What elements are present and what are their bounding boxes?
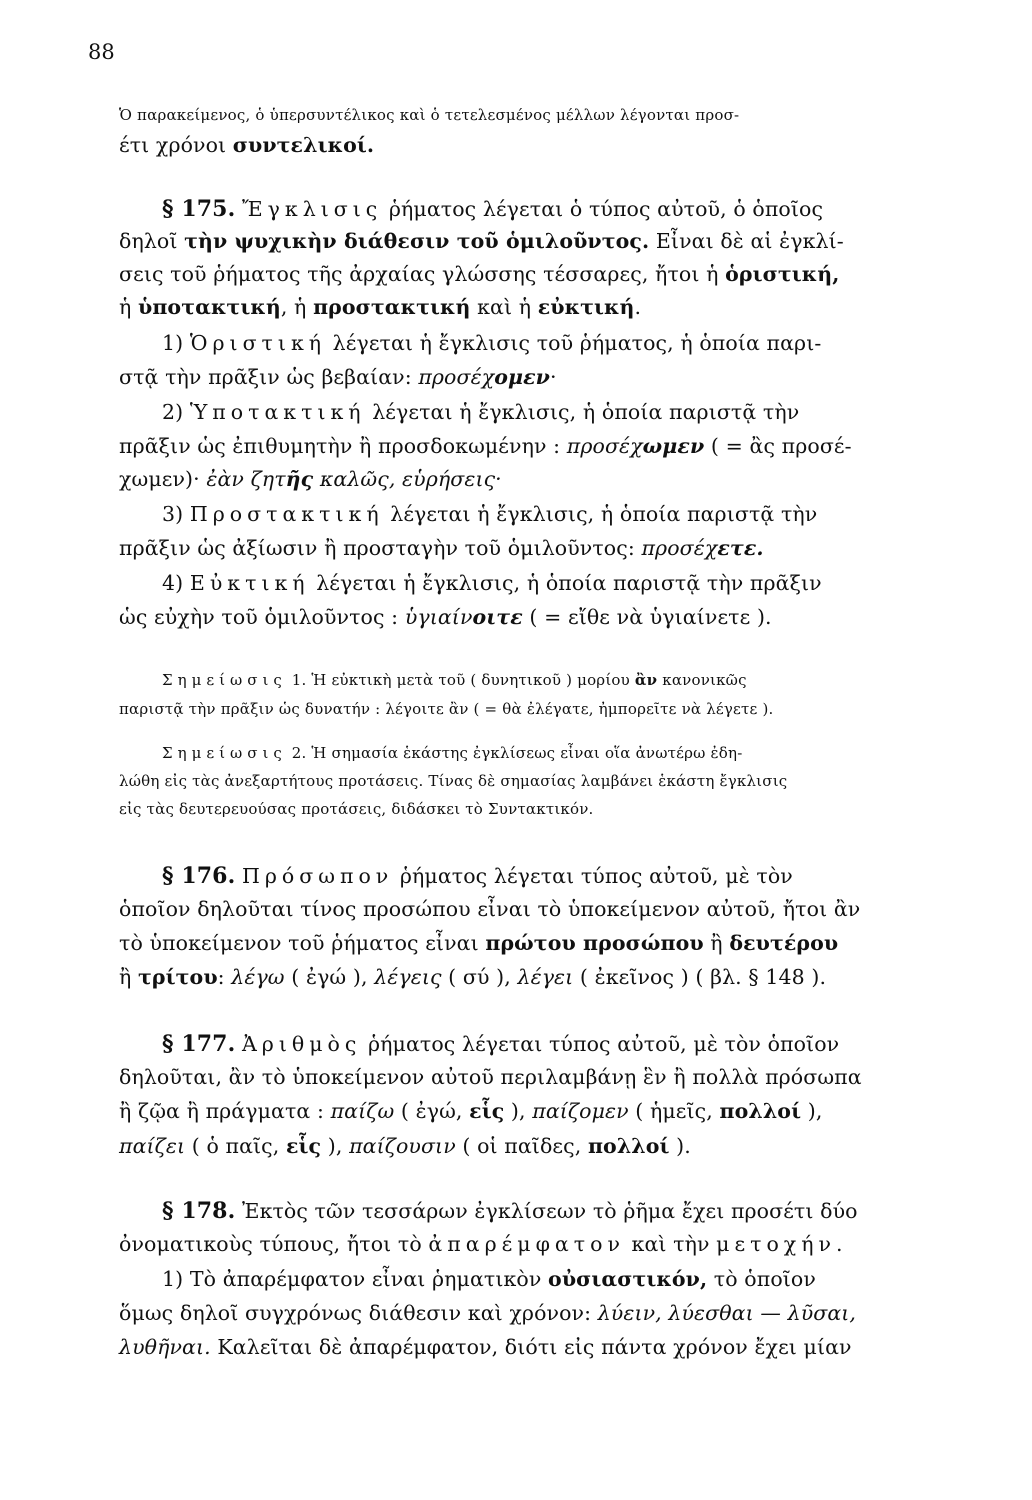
mood2-line-2: πρᾶξιν ὡς ἐπιθυμητὴν ἢ προσδοκωμένην : προσέχωμεν ( = ἂς προσέ-	[119, 434, 852, 458]
s175-line-4: ἡ ὑποτακτική, ἡ προστακτική καὶ ἡ εὐκτική.	[119, 295, 642, 319]
mood4-line-1: 4) Εὐκτική λέγεται ἡ ἔγκλισις, ἡ ὁποία παριστᾷ τὴν πρᾶξιν	[162, 571, 822, 595]
s178-line-3: 1) Τὸ ἀπαρέμφατον εἶναι ῥηματικὸν οὐσιαστικόν, τὸ ὁποῖον	[162, 1267, 816, 1291]
section-176-heading: § 176.	[162, 863, 236, 889]
note2-line-2: λώθη εἰς τὰς ἀνεξαρτήτους προτάσεις. Τίνας δὲ σημασίας λαμβάνει ἑκάστη ἔγκλισις	[119, 772, 788, 790]
s177-line-3: ἢ ζῷα ἢ πράγματα : παίζω ( ἐγώ, εἷς ), παίζομεν ( ἡμεῖς, πολλοί ),	[119, 1099, 823, 1123]
note1-line-1: Σημείωσις 1. Ἡ εὐκτικὴ μετὰ τοῦ ( δυνητικοῦ ) μορίου ἂν κανονικῶς	[162, 671, 747, 689]
s175-line-2: δηλοῖ τὴν ψυχικὴν διάθεσιν τοῦ ὁμιλοῦντος. Εἶναι δὲ αἱ ἐγκλί-	[119, 229, 844, 253]
mood2-line-3: χωμεν)· ἐὰν ζητῆς καλῶς, εὑρήσεις·	[119, 467, 502, 491]
note1-line-2: παριστᾷ τὴν πρᾶξιν ὡς δυνατήν : λέγοιτε ἂν ( = θὰ ἐλέγατε, ἠμπορεῖτε νὰ λέγετε ).	[119, 700, 774, 718]
note2-line-3: εἰς τὰς δευτερευούσας προτάσεις, διδάσκει τὸ Συντακτικόν.	[119, 800, 594, 818]
s176-line-2: ὁποῖον δηλοῦται τίνος προσώπου εἶναι τὸ ὑποκείμενον αὐτοῦ, ἤτοι ἂν	[119, 897, 861, 921]
s178-line-1: § 178. Ἐκτὸς τῶν τεσσάρων ἐγκλίσεων τὸ ῥῆμα ἔχει προσέτι δύο	[119, 1198, 908, 1224]
s178-line-4: ὅμως δηλοῖ συγχρόνως διάθεσιν καὶ χρόνον: λύειν, λύεσθαι — λῦσαι,	[119, 1301, 857, 1325]
section-178-heading: § 178.	[162, 1198, 236, 1224]
page-number: 88	[88, 40, 115, 64]
s176-line-3: τὸ ὑποκείμενον τοῦ ῥήματος εἶναι πρώτου προσώπου ἢ δευτέρου	[119, 931, 839, 955]
s176-line-1: § 176. Πρόσωπον ῥήματος λέγεται τύπος αὐτοῦ, μὲ τὸν	[119, 863, 908, 889]
mood3-line-1: 3) Προστακτική λέγεται ἡ ἔγκλισις, ἡ ὁποία παριστᾷ τὴν	[162, 502, 818, 526]
note2-line-1: Σημείωσις 2. Ἡ σημασία ἑκάστης ἐγκλίσεως εἶναι οἵα ἀνωτέρω ἐδη-	[162, 744, 743, 762]
s175-line-1: § 175. Ἔγκλισις ῥήματος λέγεται ὁ τύπος αὐτοῦ, ὁ ὁποῖος	[119, 196, 908, 222]
s175-line-3: σεις τοῦ ῥήματος τῆς ἀρχαίας γλώσσης τέσσαρες, ἤτοι ἡ ὁριστική,	[119, 262, 840, 286]
s178-line-5: λυθῆναι. Καλεῖται δὲ ἀπαρέμφατον, διότι εἰς πάντα χρόνον ἔχει μίαν	[119, 1335, 852, 1359]
mood1-line-1: 1) Ὁριστική λέγεται ἡ ἔγκλισις τοῦ ῥήματος, ἡ ὁποία παρι-	[162, 331, 822, 355]
s177-line-2: δηλοῦται, ἂν τὸ ὑποκείμενον αὐτοῦ περιλαμβάνῃ ἓν ἢ πολλὰ πρόσωπα	[119, 1065, 862, 1089]
intro-line-1: Ὁ παρακείμενος, ὁ ὑπερσυντέλικος καὶ ὁ τετελεσμένος μέλλων λέγονται προσ-	[119, 106, 740, 124]
mood2-line-1: 2) Ὑποτακτική λέγεται ἡ ἔγκλισις, ἡ ὁποία παριστᾷ τὴν	[162, 400, 800, 424]
mood1-line-2: στᾷ τὴν πρᾶξιν ὡς βεβαίαν: προσέχομεν·	[119, 365, 557, 389]
section-175-heading: § 175.	[162, 196, 236, 222]
s176-line-4: ἢ τρίτου: λέγω ( ἐγώ ), λέγεις ( σύ ), λέγει ( ἐκεῖνος ) ( βλ. § 148 ).	[119, 965, 827, 989]
mood3-line-2: πρᾶξιν ὡς ἀξίωσιν ἢ προσταγὴν τοῦ ὁμιλοῦντος: προσέχετε.	[119, 536, 764, 560]
mood4-line-2: ὡς εὐχὴν τοῦ ὁμιλοῦντος : ὑγιαίνοιτε ( = εἴθε νὰ ὑγιαίνετε ).	[119, 605, 772, 629]
s177-line-4: παίζει ( ὁ παῖς, εἷς ), παίζουσιν ( οἱ παῖδες, πολλοί ).	[119, 1134, 691, 1158]
s177-line-1: § 177. Ἀριθμὸς ῥήματος λέγεται τύπος αὐτοῦ, μὲ τὸν ὁποῖον	[119, 1031, 908, 1057]
s178-line-2: ὀνοματικοὺς τύπους, ἤτοι τὸ ἀπαρέμφατον καὶ τὴν μετοχήν.	[119, 1232, 843, 1256]
intro-line-2: έτι χρόνοι συντελικοί.	[119, 133, 375, 157]
section-177-heading: § 177.	[162, 1031, 236, 1057]
